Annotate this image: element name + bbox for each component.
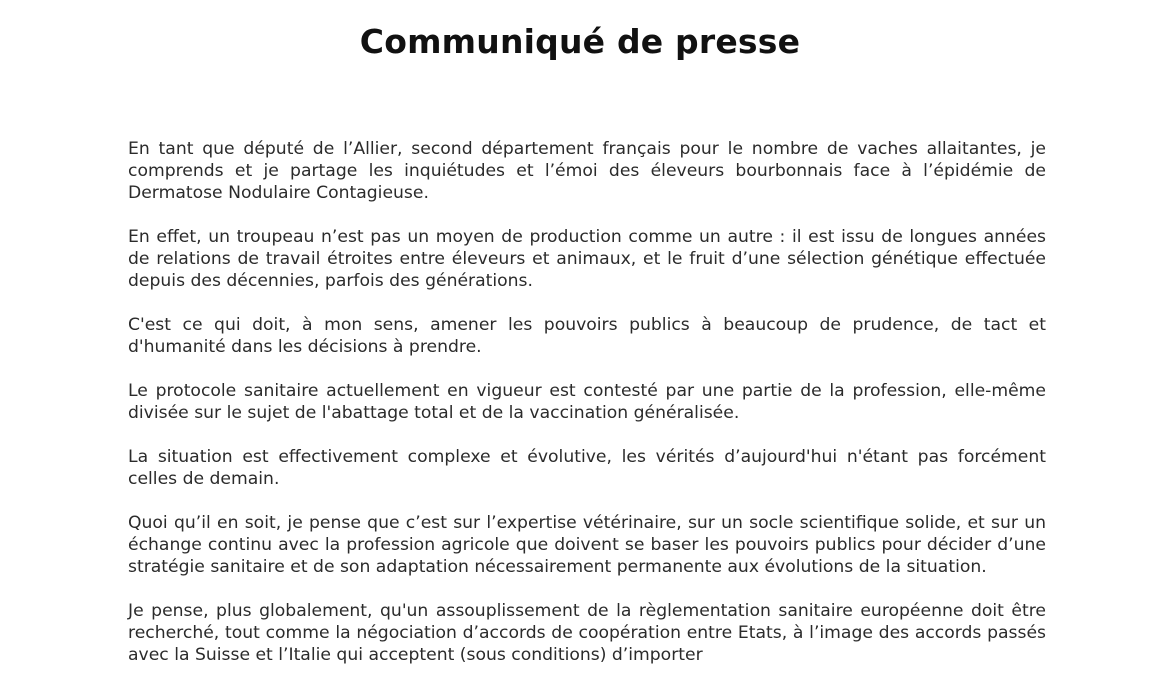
paragraph-6: Quoi qu’il en soit, je pense que c’est sur l’expertise vétérinaire, sur un socle scientifique solide, et sur un échange continu avec la profession agricole que doivent se baser les pouvoirs publics pour décider d’une stratégie sanitaire et de son adaptation nécessairement permanente aux évolutions de la situation.: [128, 513, 1046, 577]
paragraph-1: En tant que député de l’Allier, second département français pour le nombre de vaches allaitantes, je comprends et je partage les inquiétudes et l’émoi des éleveurs bourbonnais face à l’épidémie de Dermatose Nodulaire Contagieuse.: [128, 139, 1046, 203]
paragraph-7: Je pense, plus globalement, qu'un assouplissement de la règlementation sanitaire européenne doit être recherché, tout comme la négociation d’accords de coopération entre Etats, à l’image des accords passés avec la Suisse et l’Italie qui acceptent (sous conditions) d’importer: [128, 601, 1046, 665]
document-title: Communiqué de presse: [359, 22, 801, 61]
paragraph-5: La situation est effectivement complexe et évolutive, les vérités d’aujourd'hui n'étant pas forcément celles de demain.: [128, 447, 1046, 489]
paragraph-2: En effet, un troupeau n’est pas un moyen de production comme un autre : il est issu de longues années de relations de travail étroites entre éleveurs et animaux, et le fruit d’une sélection génétique effectuée depuis des décennies, parfois des générations.: [128, 227, 1046, 291]
document-body: [128, 138, 1046, 688]
paragraph-3: C'est ce qui doit, à mon sens, amener les pouvoirs publics à beaucoup de prudence, de tact et d'humanité dans les décisions à prendre.: [128, 315, 1046, 357]
paragraph-4: Le protocole sanitaire actuellement en vigueur est contesté par une partie de la profession, elle-même divisée sur le sujet de l'abattage total et de la vaccination généralisée.: [128, 381, 1046, 423]
